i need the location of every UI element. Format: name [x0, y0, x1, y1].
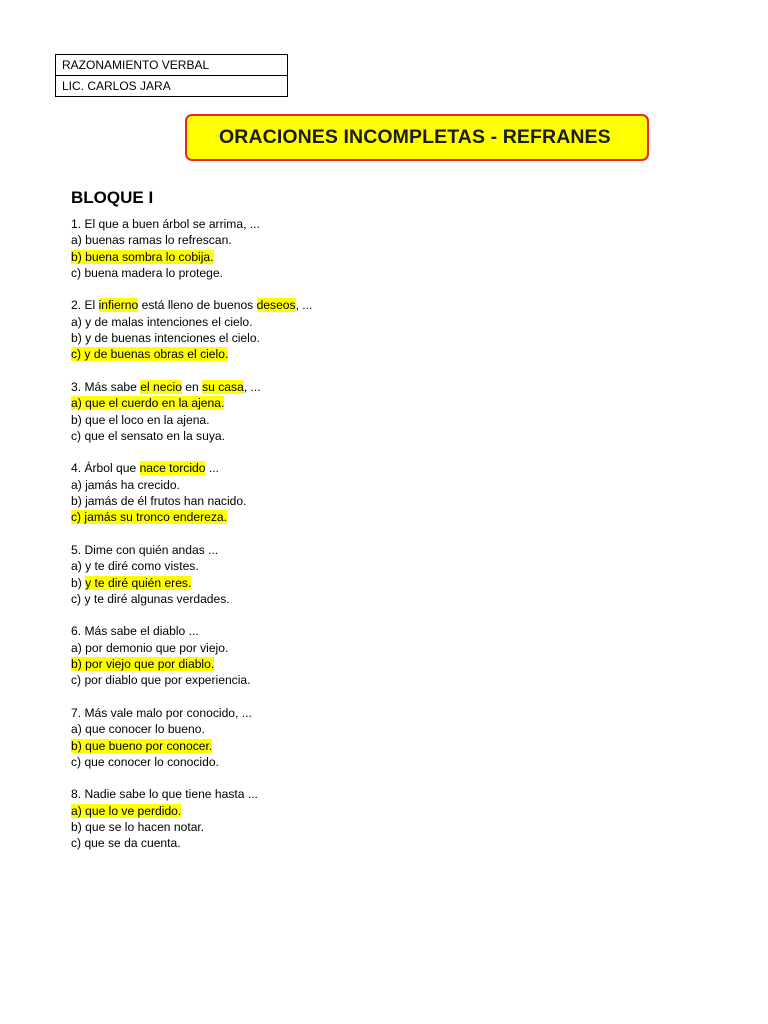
- option-text: que el sensato en la suya.: [84, 428, 225, 443]
- option-label: a): [71, 314, 86, 329]
- option-text: que se lo hacen notar.: [85, 819, 205, 834]
- stem-text: , ...: [295, 298, 313, 313]
- answer-option: [71, 493, 671, 509]
- option-text: por demonio que por viejo.: [85, 640, 229, 655]
- correct-answer: b) buena sombra lo cobija.: [71, 249, 214, 264]
- page-title: ORACIONES INCOMPLETAS - REFRANES: [219, 126, 611, 148]
- question-item: [71, 542, 671, 607]
- option-label: a): [71, 722, 86, 737]
- correct-answer: c) y de buenas obras el cielo.: [71, 347, 229, 362]
- question-item: [71, 786, 671, 851]
- correct-answer: y te diré quién eres.: [85, 575, 192, 590]
- answer-option: [71, 672, 671, 688]
- option-label: c): [71, 428, 85, 443]
- highlighted-phrase: infierno: [98, 298, 139, 313]
- option-text: que conocer lo bueno.: [85, 722, 205, 737]
- option-text: buena madera lo protege.: [84, 265, 223, 280]
- correct-answer: a) que el cuerdo en la ajena.: [71, 396, 225, 411]
- option-label: a): [71, 640, 86, 655]
- header-table: [55, 54, 288, 97]
- option-label: b): [71, 412, 86, 427]
- answer-option: [71, 395, 671, 411]
- option-text: buenas ramas lo refrescan.: [85, 233, 232, 248]
- highlighted-phrase: su casa: [202, 379, 244, 394]
- option-text: jamás de él frutos han nacido.: [85, 494, 247, 509]
- option-label: b): [71, 819, 86, 834]
- subject-cell: RAZONAMIENTO VERBAL: [56, 55, 288, 76]
- option-label: b): [71, 575, 86, 590]
- answer-option: [71, 721, 671, 737]
- option-text: que conocer lo conocido.: [84, 754, 219, 769]
- answer-option: [71, 819, 671, 835]
- stem-text: 1. El que a buen árbol se arrima, ...: [71, 217, 260, 231]
- stem-text: 2. El: [71, 298, 99, 313]
- answer-option: [71, 558, 671, 574]
- question-item: [71, 297, 671, 362]
- answer-option: [71, 477, 671, 493]
- correct-answer: a) que lo ve perdido.: [71, 803, 182, 818]
- option-label: c): [71, 754, 85, 769]
- highlighted-phrase: nace torcido: [139, 461, 206, 476]
- option-label: c): [71, 673, 85, 688]
- option-label: b): [71, 494, 86, 509]
- answer-option: [71, 509, 671, 525]
- answer-option: [71, 314, 671, 330]
- option-text: que se da cuenta.: [84, 836, 181, 851]
- answer-option: [71, 232, 671, 248]
- answer-option: [71, 412, 671, 428]
- question-stem: [71, 297, 671, 313]
- answer-option: [71, 640, 671, 656]
- stem-text: 7. Más vale malo por conocido, ...: [71, 705, 252, 720]
- question-stem: [71, 705, 671, 721]
- stem-text: 6. Más sabe el diablo ...: [71, 624, 199, 639]
- answer-option: [71, 249, 671, 265]
- option-text: jamás ha crecido.: [85, 477, 180, 492]
- answer-option: [71, 591, 671, 607]
- teacher-cell: LIC. CARLOS JARA: [56, 76, 288, 97]
- highlighted-phrase: el necio: [140, 379, 182, 394]
- question-item: [71, 623, 671, 688]
- answer-option: [71, 330, 671, 346]
- answer-option: [71, 265, 671, 281]
- option-text: que el loco en la ajena.: [85, 412, 210, 427]
- question-stem: [71, 786, 671, 802]
- stem-text: está lleno de buenos: [138, 298, 257, 313]
- stem-text: , ...: [243, 379, 261, 394]
- option-text: y te diré como vistes.: [85, 559, 199, 574]
- option-text: por diablo que por experiencia.: [84, 673, 251, 688]
- option-label: c): [71, 591, 85, 606]
- question-stem: [71, 216, 671, 232]
- stem-text: 5. Dime con quién andas ...: [71, 542, 219, 557]
- question-list: [71, 216, 671, 868]
- question-stem: [71, 379, 671, 395]
- block-title: BLOQUE I: [71, 188, 154, 207]
- question-item: [71, 379, 671, 444]
- correct-answer: c) jamás su tronco endereza.: [71, 510, 227, 525]
- question-stem: [71, 460, 671, 476]
- answer-option: [71, 656, 671, 672]
- option-text: y de malas intenciones el cielo.: [85, 314, 253, 329]
- answer-option: [71, 428, 671, 444]
- question-stem: [71, 623, 671, 639]
- option-label: b): [71, 331, 86, 346]
- answer-option: [71, 575, 671, 591]
- question-item: [71, 216, 671, 281]
- stem-text: 4. Árbol que: [71, 461, 140, 476]
- option-text: y de buenas intenciones el cielo.: [85, 331, 260, 346]
- question-item: [71, 705, 671, 770]
- stem-text: ...: [205, 461, 219, 476]
- answer-option: [71, 803, 671, 819]
- option-label: c): [71, 265, 85, 280]
- stem-text: en: [181, 379, 203, 394]
- answer-option: [71, 346, 671, 362]
- answer-option: [71, 738, 671, 754]
- option-label: a): [71, 559, 86, 574]
- stem-text: 8. Nadie sabe lo que tiene hasta ...: [71, 787, 258, 802]
- option-text: y te diré algunas verdades.: [84, 591, 230, 606]
- question-stem: [71, 542, 671, 558]
- option-label: c): [71, 836, 85, 851]
- correct-answer: b) que bueno por conocer.: [71, 738, 213, 753]
- question-item: [71, 460, 671, 525]
- stem-text: 3. Más sabe: [71, 379, 141, 394]
- title-box: [185, 114, 649, 161]
- answer-option: [71, 835, 671, 851]
- correct-answer: b) por viejo que por diablo.: [71, 657, 215, 672]
- answer-option: [71, 754, 671, 770]
- option-label: a): [71, 477, 86, 492]
- option-label: a): [71, 233, 86, 248]
- highlighted-phrase: deseos: [256, 298, 296, 313]
